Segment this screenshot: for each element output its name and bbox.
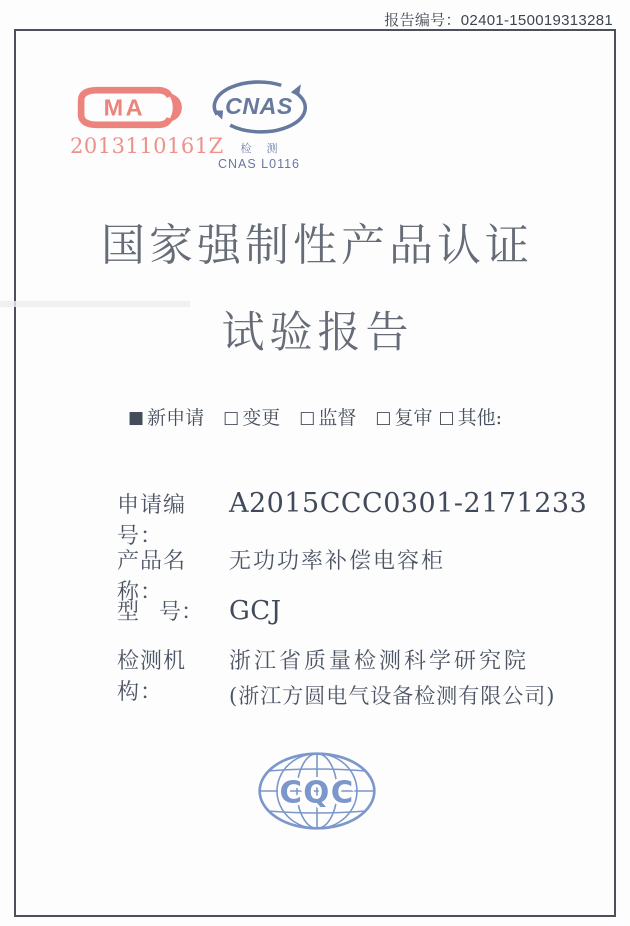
testing-agency-subsidiary: (浙江方圆电气设备检测有限公司) xyxy=(229,684,556,708)
empty-box-icon: □ xyxy=(223,408,240,428)
cma-mark xyxy=(70,84,224,158)
checkbox-supervision xyxy=(299,403,356,430)
application-number-row xyxy=(117,488,587,550)
cqc-logo-letters: CQC xyxy=(279,775,355,811)
cnas-caption-chinese: 检 测 xyxy=(240,143,284,155)
cnas-accreditation-code: CNAS L0116 xyxy=(217,157,301,171)
cnas-mark xyxy=(209,78,309,171)
checkbox-new-application xyxy=(128,403,204,430)
model-value: GCJ xyxy=(229,596,282,626)
empty-box-icon: □ xyxy=(375,408,392,428)
model-label-char2: 号： xyxy=(158,600,203,625)
report-number-label: 报告编号： xyxy=(384,12,461,29)
product-name-label: 产品名称： xyxy=(117,549,187,605)
testing-agency-value xyxy=(229,644,555,710)
application-type-row xyxy=(0,403,630,430)
checkbox-review xyxy=(375,403,432,430)
model-label xyxy=(117,595,203,626)
cqc-logo-icon xyxy=(257,751,377,831)
checked-box-icon: ■ xyxy=(128,408,145,428)
testing-agency-label: 检测机构： xyxy=(117,649,187,705)
empty-box-icon: □ xyxy=(438,408,455,428)
checkbox-label: 新申请 xyxy=(147,407,205,429)
cma-logo-icon xyxy=(75,84,187,131)
testing-agency-row xyxy=(117,644,555,710)
checkbox-other xyxy=(439,403,502,430)
report-number-value: 02401-150019313281 xyxy=(460,12,613,29)
document-subtitle: 试验报告 xyxy=(221,308,414,358)
report-number xyxy=(384,9,613,30)
checkbox-label: 变更 xyxy=(242,407,281,429)
application-number-label: 申请编号： xyxy=(117,493,187,549)
checkbox-label: 复审 xyxy=(394,407,433,429)
model-label-char1: 型 xyxy=(117,600,140,625)
checkbox-change xyxy=(223,403,280,430)
application-number-value: A2015CCC0301-2171233 xyxy=(229,488,588,519)
empty-box-icon: □ xyxy=(299,408,316,428)
checkbox-label: 其他: xyxy=(457,407,502,429)
cma-certificate-code: 2013110161Z xyxy=(70,134,224,158)
cma-logo-letters: MA xyxy=(103,94,146,121)
checkbox-label: 监督 xyxy=(318,407,357,429)
model-row xyxy=(117,595,282,626)
cnas-logo-icon xyxy=(211,78,307,135)
cnas-logo-letters: CNAS xyxy=(225,93,293,120)
product-name-value: 无功功率补偿电容柜 xyxy=(229,549,446,574)
testing-agency-name: 浙江省质量检测科学研究院 xyxy=(229,649,530,674)
document-title: 国家强制性产品认证 xyxy=(101,220,533,271)
